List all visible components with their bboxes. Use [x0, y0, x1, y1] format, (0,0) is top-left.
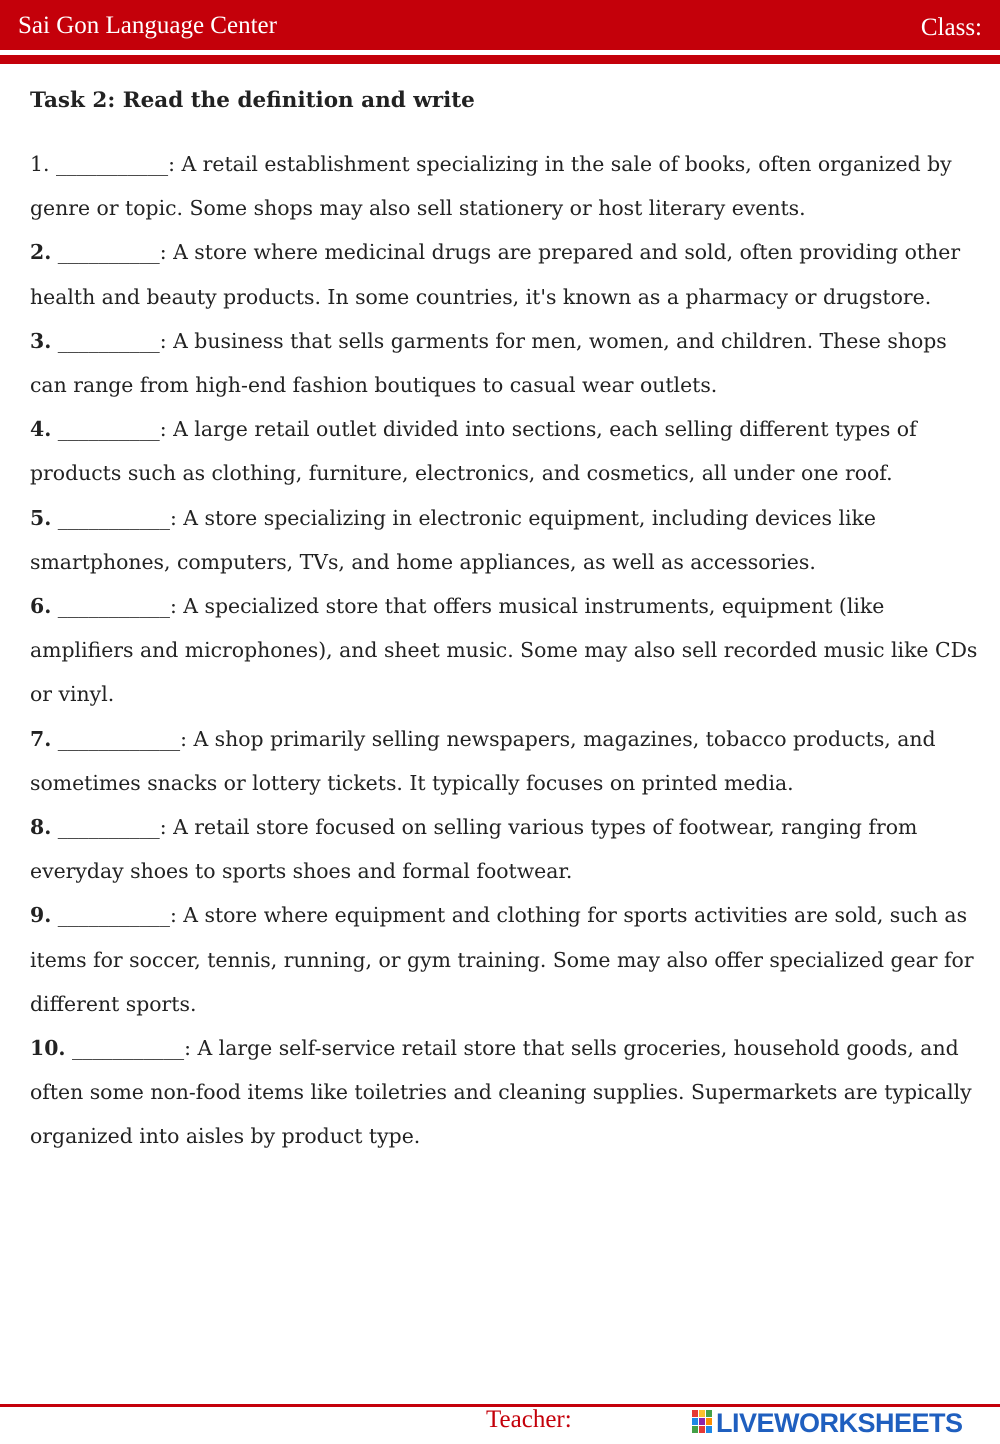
- header-bar: [0, 0, 1000, 50]
- answer-blank[interactable]: ___________: [57, 505, 170, 530]
- definition-item-8: [30, 805, 988, 893]
- definition-text: : A shop primarily selling newspapers, magazines, tobacco products, and sometimes snacks or lottery tickets. It typically focuses on printed media.: [30, 726, 936, 795]
- answer-blank[interactable]: __________: [57, 417, 160, 442]
- answer-blank[interactable]: ___________: [71, 1036, 185, 1061]
- header-divider: [0, 55, 1000, 64]
- item-number: 8.: [30, 815, 52, 840]
- item-number: 1.: [30, 152, 50, 176]
- task-heading: Task 2: Read the definition and write: [30, 88, 475, 113]
- class-label: Class:: [920, 14, 982, 41]
- definition-item-10: [30, 1026, 988, 1159]
- definition-item-3: [30, 319, 988, 407]
- logo-wordmark: LIVEWORKSHEETS: [716, 1408, 963, 1438]
- definition-item-5: [30, 496, 988, 584]
- definition-item-4: [30, 407, 988, 495]
- item-number: 10.: [30, 1036, 66, 1061]
- definition-text: : A store specializing in electronic equipment, including devices like smartphones, computers, TVs, and home appliances, as well as accessories.: [30, 505, 876, 574]
- answer-blank[interactable]: ___________: [57, 594, 170, 619]
- definition-text: : A store where equipment and clothing for sports activities are sold, such as items for soccer, tennis, running, or gym training. Some may also offer specialized gear for different sports.: [30, 903, 974, 1016]
- definition-item-2: [30, 230, 988, 318]
- item-number: 2.: [30, 240, 52, 265]
- item-number: 4.: [30, 417, 52, 442]
- liveworksheets-logo-icon: [692, 1410, 714, 1434]
- definition-list: [30, 142, 988, 1159]
- item-number: 7.: [30, 726, 52, 751]
- definition-item-1: [30, 142, 988, 230]
- item-number: 5.: [30, 505, 52, 530]
- definition-text: : A store where medicinal drugs are prepared and sold, often providing other health and beauty products. In some countries, it's known as a pharmacy or drugstore.: [30, 240, 961, 309]
- definition-text: : A large self-service retail store that sells groceries, household goods, and often some non-food items like toiletries and cleaning supplies. Supermarkets are typically organized into aisles by product type.: [30, 1036, 972, 1149]
- definition-text: : A retail establishment specializing in the sale of books, often organized by genre or topic. Some shops may also sell stationery or host literary events.: [30, 152, 952, 221]
- definition-text: : A business that sells garments for men, women, and children. These shops can range from high-end fashion boutiques to casual wear outlets.: [30, 328, 947, 398]
- definition-item-6: [30, 584, 988, 717]
- answer-blank[interactable]: __________: [57, 240, 160, 265]
- definition-item-7: [30, 717, 988, 805]
- answer-blank[interactable]: __________: [57, 328, 160, 353]
- definition-text: : A large retail outlet divided into sections, each selling different types of products such as clothing, furniture, electronics, and cosmetics, all under one roof.: [30, 417, 917, 486]
- definition-text: : A specialized store that offers musical instruments, equipment (like amplifiers and microphones), and sheet music. Some may also sell recorded music like CDs or vinyl.: [30, 594, 978, 707]
- answer-blank[interactable]: __________: [57, 815, 160, 840]
- definition-item-9: [30, 893, 988, 1026]
- teacher-label: Teacher:: [486, 1406, 572, 1433]
- answer-blank[interactable]: ___________: [57, 903, 170, 928]
- center-name: Sai Gon Language Center: [18, 12, 277, 39]
- definition-text: : A retail store focused on selling various types of footwear, ranging from everyday shoes to sports shoes and formal footwear.: [30, 815, 918, 884]
- answer-blank[interactable]: ____________: [57, 726, 181, 751]
- item-number: 9.: [30, 903, 52, 928]
- item-number: 3.: [30, 328, 52, 353]
- liveworksheets-logo: [692, 1408, 992, 1438]
- item-number: 6.: [30, 594, 52, 619]
- answer-blank[interactable]: ___________: [55, 152, 169, 176]
